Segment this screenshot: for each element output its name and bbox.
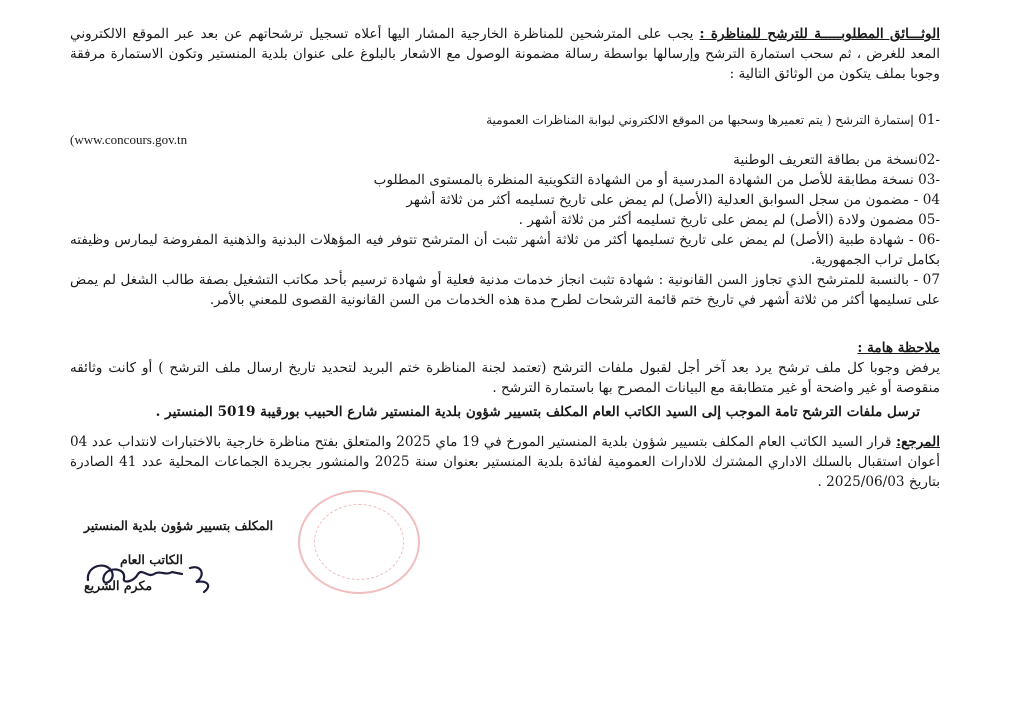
list-item: - 07 بالنسبة للمترشح الذي تجاوز السن القانونية : شهادة تثبت انجاز خدمات مدنية فعلية أو شهادة ترسيم بأحد مكاتب التشغيل بصفة طالب الشغل لم يمض على تسليمها أكثر من ثلاثة أشهر في تاريخ ختم قائمة الترشحات لطرح مدة هذه الخدمات من السن القانونية القصوى للمعني بالأمر. — [70, 272, 940, 308]
reference-paragraph — [70, 432, 940, 492]
signatory-name: مكرم الشريع — [84, 578, 153, 593]
note-heading: ملاحظة هامة : — [857, 340, 940, 356]
documents-list — [70, 110, 940, 310]
list-item: 06- - شهادة طبية (الأصل) لم يمض على تاريخ تسليمها أكثر من ثلاثة أشهر تثبت أن المترشح تتوفر فيه المؤهلات البدنية والذهنية المفروضة ليمارس وظيفته بكامل تراب الجمهورية. — [70, 232, 941, 268]
intro-paragraph — [70, 24, 940, 84]
important-note — [70, 338, 940, 422]
list-item: 04 - مضمون من سجل السوابق العدلية (الأصل) لم يمض على تاريخ تسليمه أكثر من ثلاثة أشهر — [406, 192, 940, 208]
note-address: ترسل ملفات الترشح تامة الموجب إلى السيد الكاتب العام المكلف بتسيير شؤون بلدية المنستير شارع الحبيب بورقيبة 5019 المنستير . — [155, 404, 920, 420]
list-item: 02-نسخة من بطاقة التعريف الوطنية — [733, 152, 940, 168]
intro-text: يجب على المترشحين للمناظرة الخارجية المشار اليها أعلاه تسجيل ترشحاتهم عن بعد عبر الموقع الالكتروني المعد للغرض ، ثم سحب استمارة الترشح وإرسالها بواسطة رسالة مضمونة الوصول مع الاشعار بالبلوغ على عنوان بلدية المنستير وتكون الاستمارة مرفقة وجوبا بملف يتكون من الوثائق التالية : — [70, 26, 940, 82]
signatory-title: المكلف بتسيير شؤون بلدية المنستير — [84, 518, 274, 533]
handwritten-signature-icon — [78, 548, 228, 598]
concours-url: (www.concours.gov.tn — [70, 132, 188, 147]
list-item: 01- إستمارة الترشح ( يتم تعميرها وسحبها من الموقع الالكتروني لبوابة المناظرات العمومية — [486, 112, 940, 128]
list-item: 03- نسخة مطابقة للأصل من الشهادة المدرسية أو من الشهادة التكوينية المنظرة بالمستوى المطلوب — [373, 172, 940, 188]
reference-heading: المرجع: — [896, 434, 940, 450]
official-stamp-icon — [298, 490, 420, 594]
list-item: 05- مضمون ولادة (الأصل) لم يمض على تاريخ تسليمه أكثر من ثلاثة أشهر . — [518, 212, 940, 228]
list-item-url — [70, 130, 940, 150]
stamp-inner-ring — [314, 504, 404, 580]
reference-text: قرار السيد الكاتب العام المكلف بتسيير شؤون بلدية المنستير المورخ في 19 ماي 2025 والمتعلق بفتح مناظرة خارجية بالاختبارات لانتداب عدد 04 أعوان استقبال بالسلك الاداري المشترك للادارات العمومية لفائدة بلدية المنستير بعنوان سنة 2025 والمنشور بجريدة الجماعات المحلية عدد 41 الصادرة بتاريخ 2025/06/03 . — [70, 434, 941, 490]
note-text: يرفض وجوبا كل ملف ترشح يرد بعد آخر أجل لقبول ملفات الترشح (تعتمد لجنة المناظرة ختم البريد لتحديد تاريخ ارسال ملف الترشح ) أو كانت وثائقه منقوصة أو غير واضحة أو غير متطابقة مع البيانات المصرح بها باستمارة الترشح . — [70, 360, 940, 396]
documents-heading: الوثـــائق المطلوبـــــة للترشح للمناظرة : — [699, 26, 940, 42]
signatory-role: الكاتب العام — [120, 552, 183, 567]
